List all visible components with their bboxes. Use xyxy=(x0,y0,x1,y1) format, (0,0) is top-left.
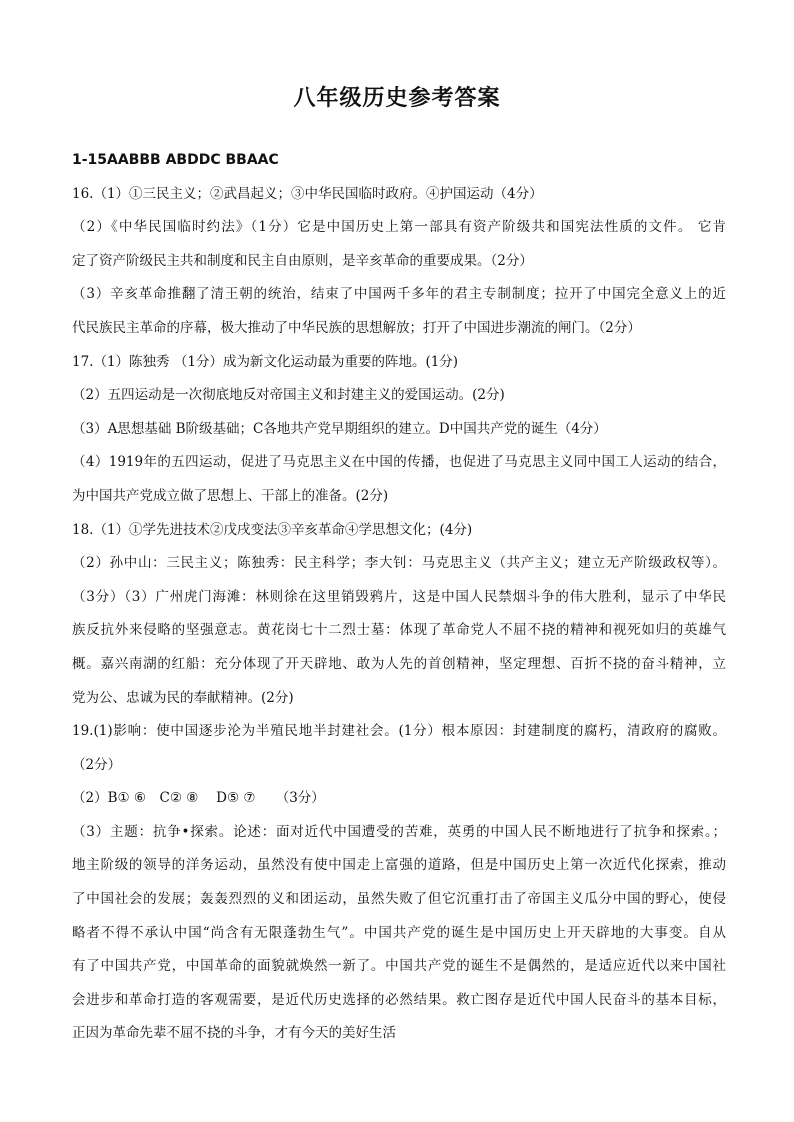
q19-part3-line1: （3）主题：抗争•探索。论述：面对近代中国遭受的苦难，英勇的中国人民不断地进行了抗争和探索。； xyxy=(72,823,726,840)
answer-body xyxy=(72,144,726,1051)
q16-part2-line2: 定了资产阶级民主共和制度和民主自由原则，是辛亥革命的重要成果。（2分） xyxy=(72,252,533,269)
q19-part3-line3: 了中国社会的发展；轰轰烈烈的义和团运动，虽然失败了但它沉重打击了帝国主义瓜分中国的野心，使侵 xyxy=(72,891,726,908)
q19-part3-line4: 略者不得不承认中国“尚含有无限蓬勃生气”。中国共产党的诞生是中国历史上开天辟地的大事变。自从 xyxy=(72,924,726,941)
q16-part3-line1: （3）辛亥革命推翻了清王朝的统治，结束了中国两千多年的君主专制制度；拉开了中国完全意义上的近 xyxy=(72,286,726,303)
q16-part2-line1: （2）《中华民国临时约法》（1分）它是中国历史上第一部具有资产阶级共和国宪法性质的文件。 它肯 xyxy=(72,219,726,236)
q18-part3-line4: 党为公、忠诚为民的奉献精神。(2分) xyxy=(72,689,294,706)
q16-part3-line2: 代民族民主革命的序幕，极大推动了中华民族的思想解放；打开了中国进步潮流的闸门。（2分） xyxy=(72,319,641,336)
q19-part1-line2: （2分） xyxy=(72,756,122,773)
q18-part3-line2: 族反抗外来侵略的坚强意志。黄花岗七十二烈士墓：体现了革命党人不屈不挠的精神和视死如归的英雄气 xyxy=(72,622,726,639)
q18-part3-line1: （3分）（3）广州虎门海滩：林则徐在这里销毁鸦片，这是中国人民禁烟斗争的伟大胜利，显示了中华民 xyxy=(72,588,726,605)
mc-answers-line: 1-15AABBB ABDDC BBAAC xyxy=(72,152,279,168)
q19-part3-line7: 正因为革命先辈不屈不挠的斗争，才有今天的美好生活 xyxy=(72,1025,396,1042)
q17-part4-line2: 为中国共产党成立做了思想上、干部上的准备。(2分) xyxy=(72,487,389,504)
q17-part2: （2）五四运动是一次彻底地反对帝国主义和封建主义的爱国运动。(2分) xyxy=(72,387,505,404)
q19-part1-line1: 19.(1)影响：使中国逐步沦为半殖民地半封建社会。(1分）根本原因：封建制度的腐朽，清政府的腐败。 xyxy=(72,723,726,740)
q18-part1: 18.（1）①学先进技术②戊戌变法③辛亥革命④学思想文化；(4分) xyxy=(72,521,473,538)
q17-part3: （3）A思想基础 B阶级基础；C各地共产党早期组织的建立。D中国共产党的诞生（4分） xyxy=(72,420,607,437)
q19-part3-line5: 有了中国共产党，中国革命的面貌就焕然一新了。中国共产党的诞生不是偶然的，是适应近代以来中国社 xyxy=(72,958,726,975)
q16-part1: 16.（1）①三民主义；②武昌起义；③中华民国临时政府。④护国运动（4分） xyxy=(72,185,543,202)
q17-part1: 17.（1）陈独秀 （1分）成为新文化运动最为重要的阵地。(1分) xyxy=(72,353,459,370)
page-title: 八年级历史参考答案 xyxy=(293,86,501,111)
q19-part3-line2: 地主阶级的领导的洋务运动，虽然没有使中国走上富强的道路，但是中国历史上第一次近代化探索，推动 xyxy=(72,857,726,874)
q18-part2: （2）孙中山：三民主义；陈独秀：民主科学；李大钊：马克思主义（共产主义；建立无产阶级政权等）。 xyxy=(72,555,726,572)
q18-part3-line3: 概。嘉兴南湖的红船：充分体现了开天辟地、敢为人先的首创精神，坚定理想、百折不挠的奋斗精神，立 xyxy=(72,655,726,672)
q19-part3-line6: 会进步和革命打造的客观需要，是近代历史选择的必然结果。救亡图存是近代中国人民奋斗的基本目标， xyxy=(72,991,726,1008)
q17-part4-line1: （4）1919年的五四运动，促进了马克思主义在中国的传播，也促进了马克思主义同中国工人运动的结合， xyxy=(72,454,726,471)
q19-part2: （2）B① ⑥ C② ⑧ D⑤ ⑦ （3分） xyxy=(72,790,325,807)
